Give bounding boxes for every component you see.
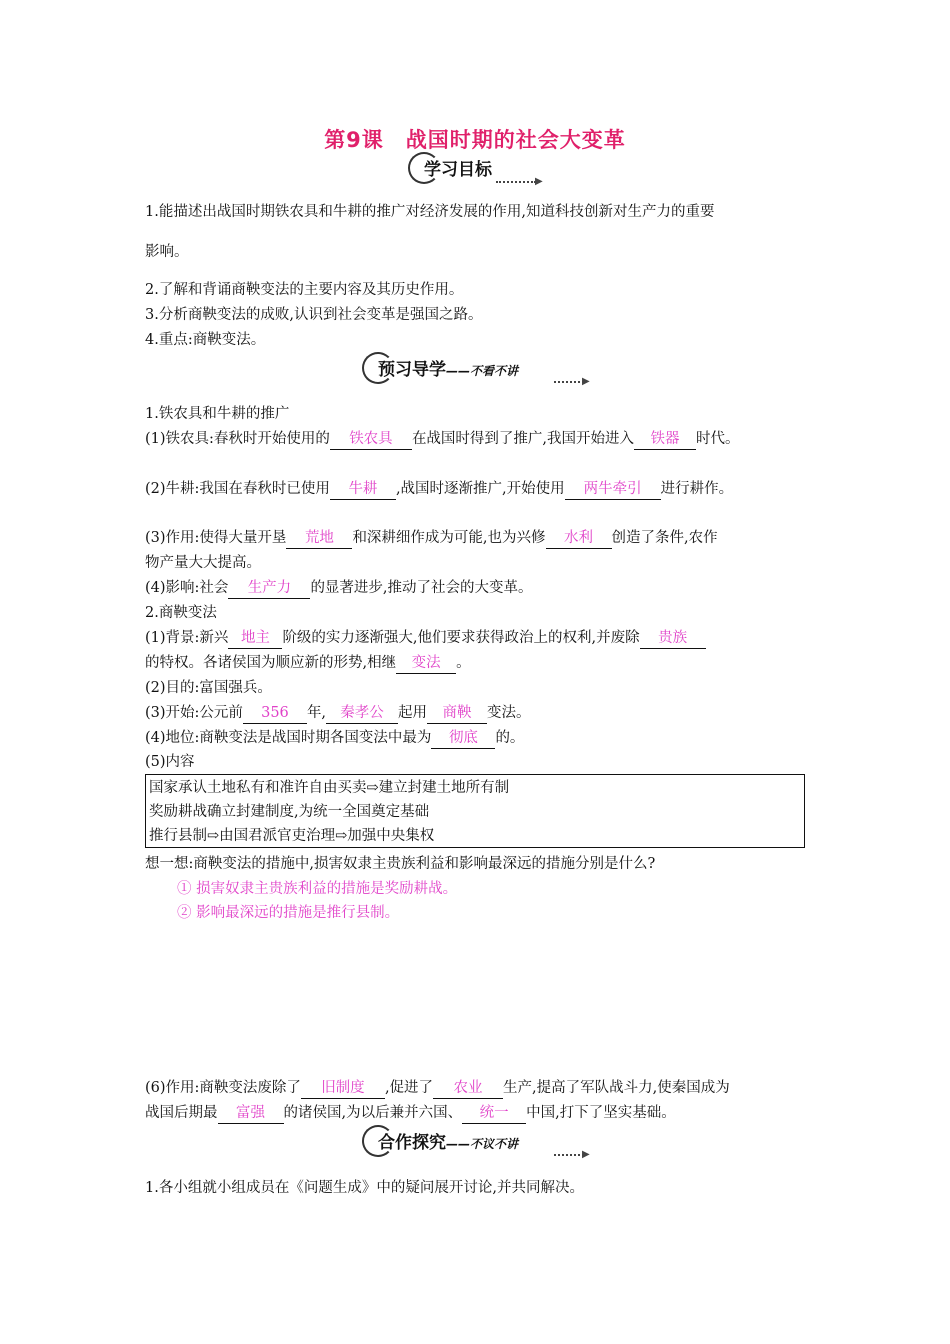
- answer-blank: 秦孝公: [326, 703, 398, 724]
- answer-blank: 荒地: [286, 528, 352, 549]
- content-box-row: 国家承认土地私有和准许自由买卖⇨建立封建土地所有制: [149, 780, 510, 796]
- preview-q4: (4)地位:商鞅变法是战国时期各国变法中最为 彻底 的。: [145, 728, 524, 749]
- preview-q2: (2)目的:富国强兵。: [145, 680, 272, 696]
- goal-2: 2.了解和背诵商鞅变法的主要内容及其历史作用。: [145, 282, 464, 298]
- content-box: [145, 774, 805, 848]
- preview-q3: (3)开始:公元前 356 年, 秦孝公 起用 商鞅 变法。: [145, 703, 531, 724]
- answer-blank: 356: [243, 703, 307, 724]
- preview-p2: (2)牛耕:我国在春秋时已使用 牛耕 ,战国时逐渐推广,开始使用 两牛牵引 进行耕作。: [145, 479, 733, 500]
- preview-p1: (1)铁农具:春秋时开始使用的 铁农具 在战国时得到了推广,我国开始进入 铁器 时代。: [145, 429, 740, 450]
- preview-q1: (1)背景:新兴 地主 阶级的实力逐渐强大,他们要求获得政治上的权利,并废除 贵族: [145, 628, 706, 649]
- banner-arrow-icon: ▶: [582, 376, 590, 387]
- banner-arrow-icon: ▶: [535, 176, 543, 187]
- answer-blank: 牛耕: [330, 479, 396, 500]
- banner-label: 合作探究——不议不讲: [378, 1133, 519, 1153]
- preview-p3: (3)作用:使得大量开垦 荒地 和深耕细作成为可能,也为兴修 水利 创造了条件,农作: [145, 528, 718, 549]
- preview-q5: (5)内容: [145, 754, 195, 770]
- answer-blank: 地主: [228, 628, 282, 649]
- answer-1: ① 损害奴隶主贵族利益的措施是奖励耕战。: [177, 881, 458, 897]
- preview-p3-cont: 物产量大大提高。: [145, 555, 261, 571]
- answer-blank: 统一: [462, 1103, 526, 1124]
- answer-blank: 铁器: [634, 429, 696, 450]
- answer-blank: 农业: [433, 1078, 503, 1099]
- preview-heading-1: 1.铁农具和牛耕的推广: [145, 406, 290, 422]
- banner-arrow-icon: ▶: [582, 1149, 590, 1160]
- banner-label: 预习导学——不看不讲: [378, 360, 519, 380]
- section-banner-goals: [408, 150, 543, 186]
- preview-heading-2: 2.商鞅变法: [145, 605, 217, 621]
- answer-blank: 铁农具: [330, 429, 412, 450]
- answer-blank: 贵族: [640, 628, 706, 649]
- answer-blank: 变法: [396, 653, 456, 674]
- preview-q1-cont: 的特权。各诸侯国为顺应新的形势,相继 变法 。: [145, 653, 471, 674]
- answer-blank: 旧制度: [301, 1078, 385, 1099]
- goal-3: 3.分析商鞅变法的成败,认识到社会变革是强国之路。: [145, 307, 483, 323]
- answer-blank: 富强: [218, 1103, 284, 1124]
- content-box-row: 推行县制⇨由国君派官吏治理⇨加强中央集权: [149, 828, 435, 844]
- preview-q6: (6)作用:商鞅变法废除了 旧制度 ,促进了 农业 生产,提高了军队战斗力,使秦国成为: [145, 1078, 730, 1099]
- answer-blank: 两牛牵引: [565, 479, 661, 500]
- page-title: 第9课 战国时期的社会大变革: [324, 128, 626, 152]
- preview-q6-cont: 战国后期最 富强 的诸侯国,为以后兼并六国、 统一 中国,打下了坚实基础。: [145, 1103, 676, 1124]
- section-banner-preview: [362, 350, 592, 386]
- coop-p1: 1.各小组就小组成员在《问题生成》中的疑问展开讨论,并共同解决。: [145, 1180, 584, 1196]
- answer-blank: 水利: [546, 528, 612, 549]
- content-box-row: 奖励耕战确立封建制度,为统一全国奠定基础: [149, 804, 430, 820]
- answer-blank: 商鞅: [427, 703, 487, 724]
- goal-4: 4.重点:商鞅变法。: [145, 332, 266, 348]
- section-banner-coop: [362, 1123, 592, 1159]
- answer-blank: 彻底: [431, 728, 495, 749]
- think-question: 想一想:商鞅变法的措施中,损害奴隶主贵族利益和影响最深远的措施分别是什么?: [145, 856, 656, 872]
- goal-1-cont: 影响。: [145, 244, 189, 260]
- answer-2: ② 影响最深远的措施是推行县制。: [177, 905, 400, 921]
- answer-blank: 生产力: [228, 578, 310, 599]
- preview-p4: (4)影响:社会 生产力 的显著进步,推动了社会的大变革。: [145, 578, 533, 599]
- goal-1: 1.能描述出战国时期铁农具和牛耕的推广对经济发展的作用,知道科技创新对生产力的重要: [145, 204, 715, 220]
- banner-label: 学习目标: [424, 160, 492, 180]
